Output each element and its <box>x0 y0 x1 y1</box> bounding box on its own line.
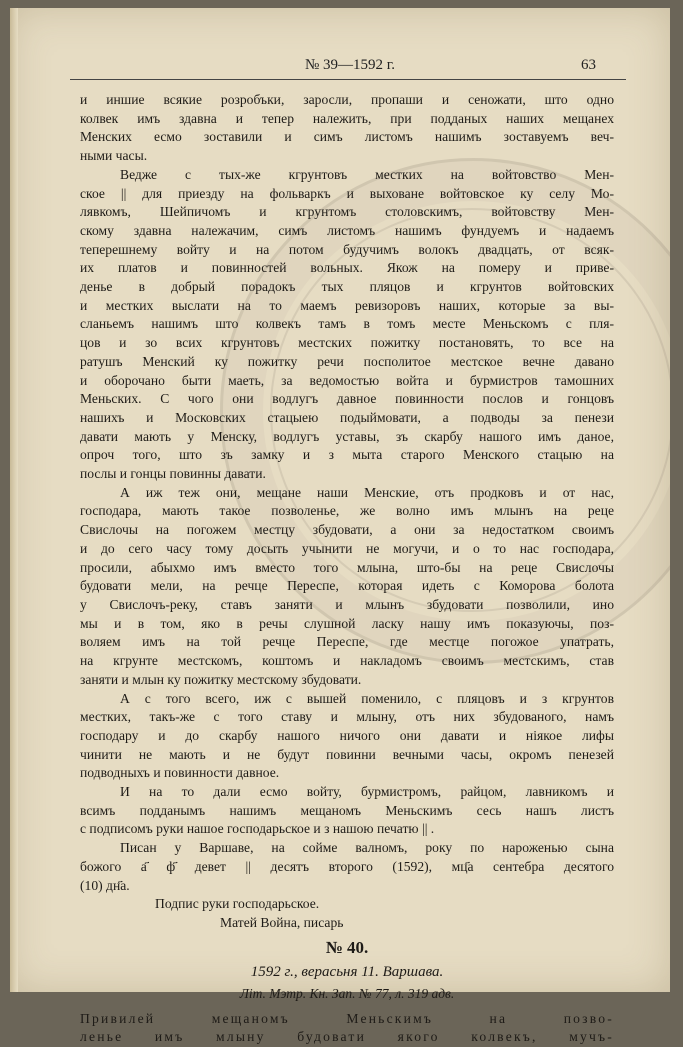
text-line: подводныхъ и повинности давное. <box>80 765 280 781</box>
text-line: воляем имъ на той речце Переспе, где местце погожое упатрать, <box>80 634 614 650</box>
document-source: Літ. Мэтр. Кн. Зап. № 77, л. 319 адв. <box>239 986 455 1002</box>
text-line: с подписомъ руки нашое господарьское и з нашою печатю || . <box>80 821 435 837</box>
text-line: ленье имъ млыну будовати якого колвекъ, мучъ- <box>80 1029 614 1045</box>
page-edge-shadow <box>10 8 18 992</box>
text-line: скому здавна належачим, симъ листомъ нашимъ фундуемъ и надаемъ <box>80 222 614 238</box>
signature-line: Матей Война, писарь <box>220 914 344 930</box>
text-line: и иншие всякие розробъки, заросли, пропаши и сеножати, што одно <box>80 92 614 107</box>
text-line: и оборочано быти маеть, за ведомостью войта и бурмистров тамошних <box>80 372 614 388</box>
text-line: и до сего часу тому досыть учынити не могучи, и о то нас господара, <box>80 540 614 556</box>
text-line: А с того всего, иж с вышей поменило, с пляцовъ и з кгрунтов <box>120 690 614 706</box>
text-line: ское || для приезду на фольваркъ и выховане войтовское ку селу Мо- <box>80 185 614 201</box>
text-line: (10) дн҃а. <box>80 877 130 893</box>
text-line: господара, мають такое позволенье, же волно имъ млынъ на реце <box>80 503 614 519</box>
text-line: лявкомъ, Шейпичомъ и кгрунтомъ столовскимъ, войтовству Мен- <box>80 204 614 220</box>
header-rule <box>70 79 626 80</box>
paragraph <box>80 484 614 690</box>
text-line: мы и в том, яко в речы слушной ласку нашу имъ показуючы, поз- <box>80 615 614 631</box>
paragraph <box>80 839 614 895</box>
text-line: ными часы. <box>80 148 148 164</box>
document-number: № 40. <box>325 937 369 957</box>
text-line: И на то дали есмо войту, бурмистромъ, райцом, лавникомъ и <box>120 784 614 800</box>
text-line: опроч того, што зъ замку и з мыта старого Менского стацыю на <box>80 447 614 463</box>
text-line: Ведже с тых-же кгрунтовъ местких на войтовство Мен- <box>120 166 614 182</box>
text-line: денье в добрый порадокъ тых пляцов и кгрунтов войтовских <box>80 279 614 295</box>
text-line: послы и гонцы повинны давати. <box>80 466 266 482</box>
text-line: и местких выслати на то маемъ ревизоровъ наших, которые за вы- <box>80 297 614 313</box>
page-header <box>70 57 626 79</box>
text-line: Менских есмо зоставили и симъ листомъ нашимъ зоставуемъ веч- <box>80 129 614 145</box>
text-line: ратушъ Менский ку пожитку речи посполитое местское вечне давано <box>80 353 614 369</box>
text-line: у Свислочъ-реку, ставъ заняти и млынъ збудовати позволили, ино <box>80 596 614 612</box>
text-line: А иж теж они, мещане наши Менские, отъ продковъ и от нас, <box>120 484 614 500</box>
paragraph <box>80 690 614 784</box>
paragraph <box>80 91 614 166</box>
text-line: всимъ подданымъ нашимъ мещаномъ Меньскимъ сесь нашъ листъ <box>80 802 614 818</box>
text-line: колвек имъ здавна и тепер належить, при подданых наших мещанех <box>80 110 614 126</box>
document-heading <box>80 1010 614 1047</box>
paragraph <box>80 166 614 484</box>
text-line: будовати мели, на речце Переспе, которая идеть с Коморова болота <box>80 578 614 594</box>
text-line: нашихъ и Московских стацыею подыймовати, а подводы за пенези <box>80 409 614 425</box>
text-line: господару и до скарбу нашого ничого они давати и нiякое лифы <box>80 727 614 743</box>
document-date: 1592 г., верасьня 11. Варшава. <box>250 964 444 981</box>
text-line: местких, такъ-же с того ставу и млыну, отъ них збудованого, намъ <box>80 709 614 725</box>
text-line: сланьемъ нашимъ што колвекъ тамъ в томъ месте Меньскомъ с пля- <box>80 316 614 332</box>
page-number: 63 <box>581 57 596 73</box>
text-line: просили, абыхмо имъ вместо того млына, што-бы на реце Свислочы <box>80 559 614 575</box>
paragraph <box>80 783 614 839</box>
signature-line: Подпис руки господарьское. <box>155 896 320 912</box>
text-line: божого а҃ ф҃ девет || десятъ второго (1592), мц҃а сентебра десятого <box>80 858 614 874</box>
text-line: заняти и млын ку пожитку местскому збудовати. <box>80 671 362 687</box>
text-line: на кгрунте местскомъ, коштомъ и накладомъ своимъ местскимъ, став <box>80 653 614 669</box>
text-line: их платов и повинностей вольных. Якож на померу и приве- <box>80 260 614 276</box>
document-body <box>80 91 614 1047</box>
text-line: Свислочы на погожем местцу збудовати, а они за недостатком своимъ <box>80 522 614 538</box>
signature-block <box>80 895 614 932</box>
text-line: чинити не мають и не будут повинни вечными часы, окромъ пенезей <box>80 746 614 762</box>
text-line: теперешнему войту и на потом будучимъ волокъ двадцать, от всяк- <box>80 241 614 257</box>
text-line: давати мають у Менску, водлугъ уставы, зъ скарбу нашого имъ даное, <box>80 428 614 444</box>
text-line: Привилей мещаномъ Меньскимъ на позво- <box>80 1010 614 1026</box>
text-line: Писан у Варшаве, на сойме валномъ, року по нароженью сына <box>120 840 614 856</box>
running-title: № 39—1592 г. <box>304 57 396 73</box>
text-line: Меньских. С чого они водлугъ давное повинности послов и гонцовъ <box>80 391 614 407</box>
text-line: цов и зо всих кгрунтовъ местских пожитку постановять, то все на <box>80 335 614 351</box>
